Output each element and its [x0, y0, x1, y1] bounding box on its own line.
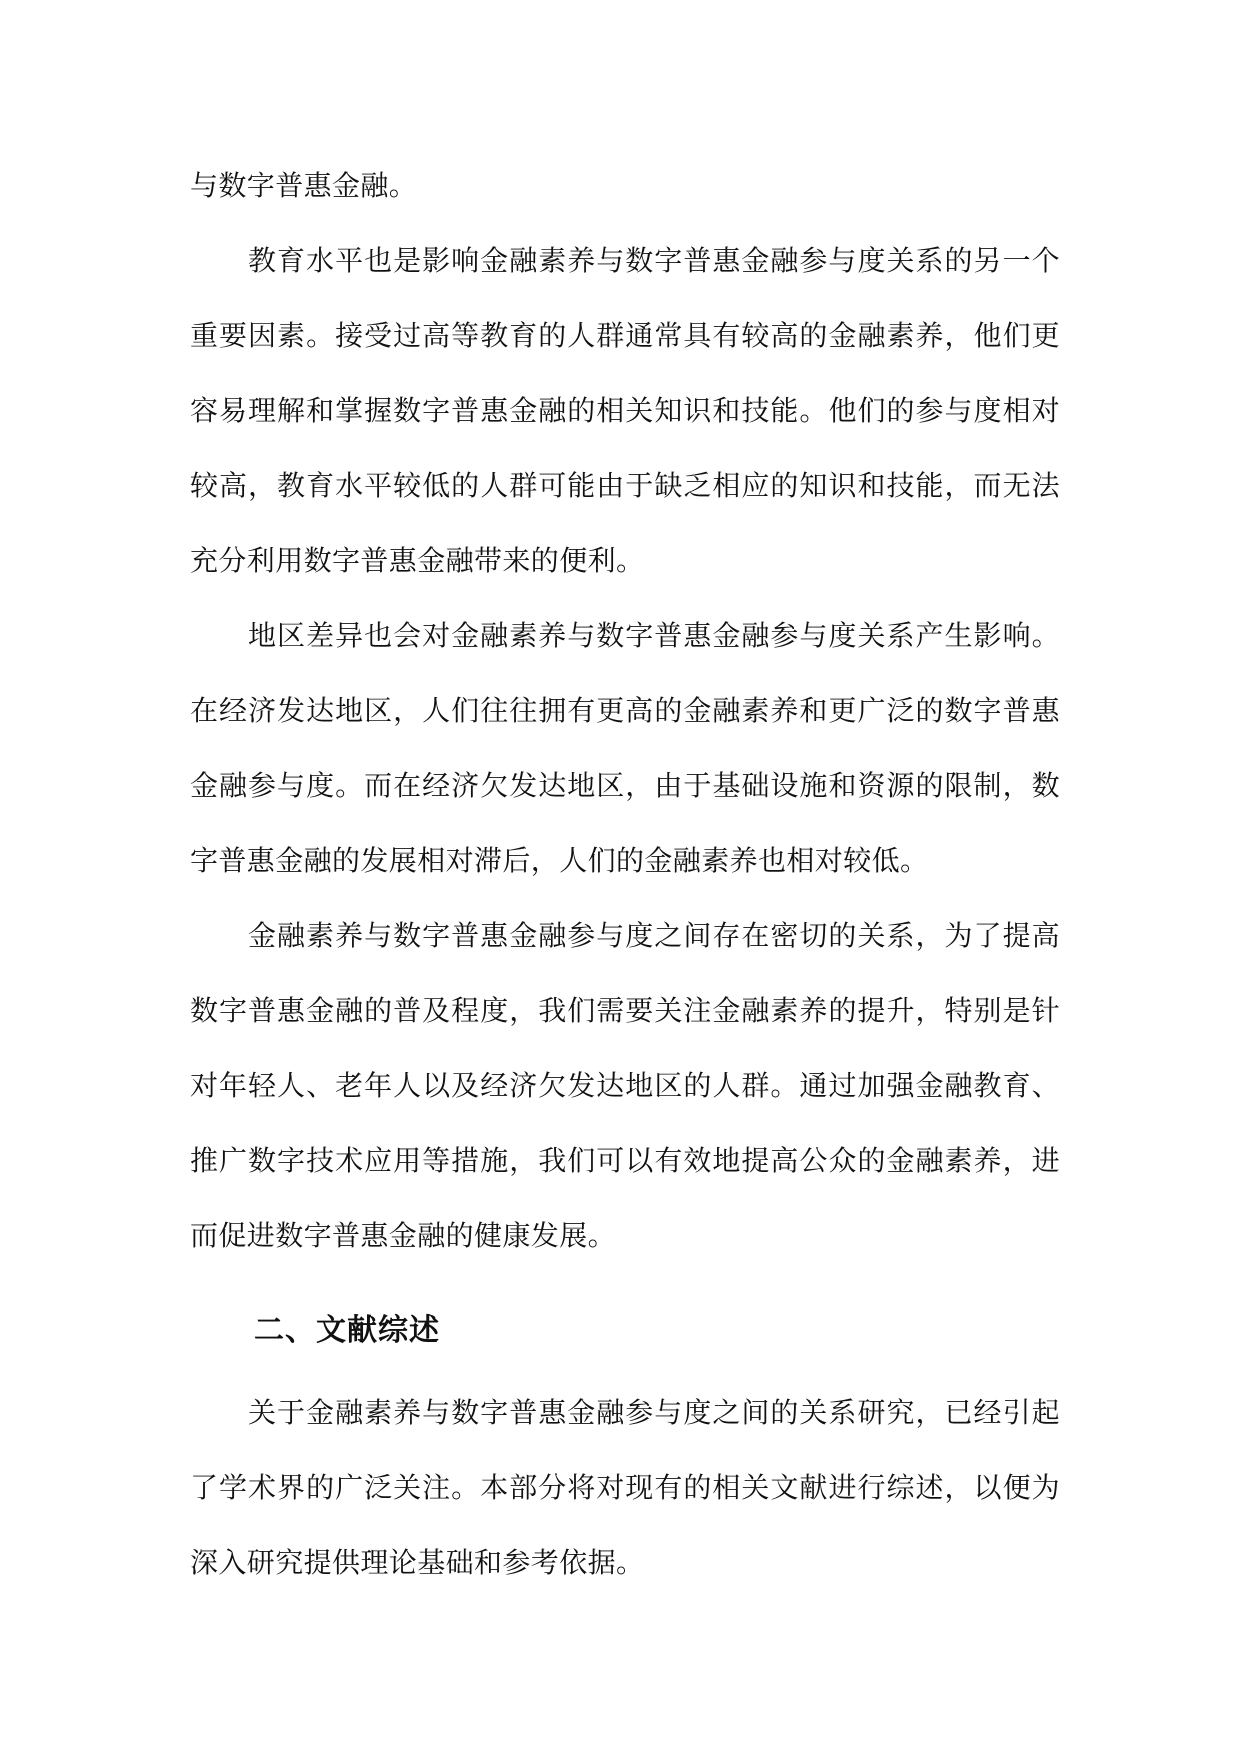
paragraph-conclusion: 金融素养与数字普惠金融参与度之间存在密切的关系，为了提高数字普惠金融的普及程度，我们需要关注金融素养的提升，特别是针对年轻人、老年人以及经济欠发达地区的人群。通过加强金融教育、推广数字技术应用等措施，我们可以有效地提高公众的金融素养，进而促进数字普惠金融的健康发展。 [190, 919, 1060, 1252]
paragraph-regional-differences: 地区差异也会对金融素养与数字普惠金融参与度关系产生影响。在经济发达地区，人们往往拥有更高的金融素养和更广泛的数字普惠金融参与度。而在经济欠发达地区，由于基础设施和资源的限制，数字普惠金融的发展相对滞后，人们的金融素养也相对较低。 [190, 619, 1060, 877]
paragraph-continuation: 与数字普惠金融。 [190, 169, 418, 202]
section-heading: 二、文献综述 [254, 1313, 440, 1348]
paragraph-literature-intro: 关于金融素养与数字普惠金融参与度之间的关系研究，已经引起了学术界的广泛关注。本部分将对现有的相关文献进行综述，以便为深入研究提供理论基础和参考依据。 [190, 1396, 1060, 1579]
paragraph-education-level: 教育水平也是影响金融素养与数字普惠金融参与度关系的另一个重要因素。接受过高等教育的人群通常具有较高的金融素养，他们更容易理解和掌握数字普惠金融的相关知识和技能。他们的参与度相对较高，教育水平较低的人群可能由于缺乏相应的知识和技能，而无法充分利用数字普惠金融带来的便利。 [190, 244, 1060, 577]
document-body [190, 148, 1060, 1600]
